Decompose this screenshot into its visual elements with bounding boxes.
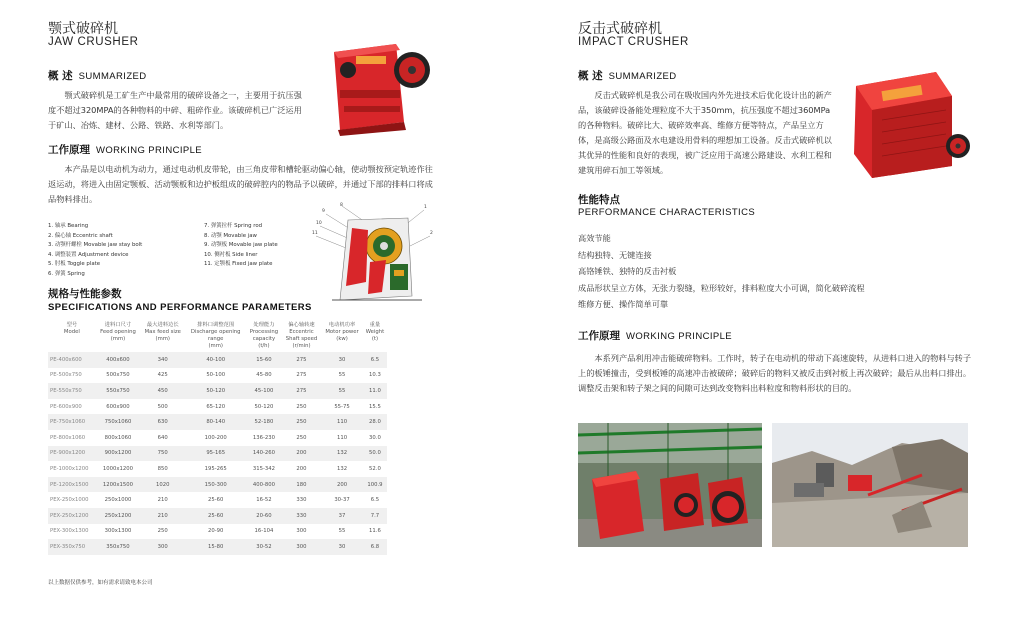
th-motor-power (321, 320, 363, 352)
specs-heading-cn: 规格与性能参数 (48, 288, 122, 300)
summary-heading-en: SUMMARIZED (78, 71, 147, 82)
th-text: 进料口尺寸 Feed opening (mm) (100, 322, 136, 342)
impact-principle-heading-en: WORKING PRINCIPLE (626, 331, 733, 342)
legend-item: 3. 动颚杆螺栓 Movable jaw stay bolt (48, 242, 143, 248)
th-max-feed (140, 320, 185, 352)
table-cell: 30-52 (246, 539, 282, 555)
table-cell: 40-100 (185, 352, 246, 368)
table-cell: 52.0 (363, 461, 387, 477)
table-cell: 330 (282, 492, 321, 508)
table-cell: 600x900 (96, 399, 140, 415)
table-row (48, 368, 387, 384)
table-cell: 50-120 (185, 383, 246, 399)
legend-left (48, 222, 142, 279)
table-cell: 10.3 (363, 368, 387, 384)
table-cell: 275 (282, 352, 321, 368)
table-cell-model: PE-600x900 (48, 399, 96, 415)
list-item: 高铬锤铁、独特的反击衬板 (578, 266, 677, 276)
performance-heading-cn: 性能特点 (578, 194, 620, 206)
table-cell: 65-120 (185, 399, 246, 415)
table-cell: 210 (140, 508, 185, 524)
specs-heading-en: SPECIFICATIONS AND PERFORMANCE PARAMETERS (48, 302, 312, 313)
table-cell: 6.8 (363, 539, 387, 555)
table-cell: 500 (140, 399, 185, 415)
table-cell: 900x1200 (96, 446, 140, 462)
th-weight (363, 320, 387, 352)
table-row (48, 414, 387, 430)
legend-item: 4. 调整装置 Adjustment device (48, 251, 129, 258)
table-cell: 20-60 (246, 508, 282, 524)
table-cell: 52-180 (246, 414, 282, 430)
summary-heading (48, 68, 147, 83)
table-cell: 30 (321, 539, 363, 555)
th-discharge (185, 320, 246, 352)
table-cell: 250x1000 (96, 492, 140, 508)
svg-text:9: 9 (322, 209, 325, 214)
table-cell-model: PE-750x1060 (48, 414, 96, 430)
th-text: 重量 Weight (t) (365, 322, 385, 342)
legend-item: 7. 弹簧拉杆 Spring rod (204, 223, 263, 229)
table-cell: 315-342 (246, 461, 282, 477)
legend-item: 9. 动颚板 Movable jaw plate (204, 242, 278, 248)
th-text: 偏心轴转速 Eccentric Shaft speed (r/min) (285, 322, 318, 349)
table-cell: 425 (140, 368, 185, 384)
legend-item: 2. 偏心轴 Eccentric shaft (48, 232, 113, 239)
impact-summary-text: 反击式破碎机是我公司在吸收国内外先进技术后优化设计出的新产品，该破碎设备能处理粒度不大于350mm，抗压强度不超过360MPa的各种物料。破碎比大、破碎效率高、维修方便等特点，产品呈立方体，是高级公路面及水电建设用骨料的理想加工设备。反击式破碎机以其优异的性能和良好的表现，被广泛应用于高速公路建设、水利工程和建筑用碎石加工等领域。 (578, 90, 832, 175)
table-cell: 55-75 (321, 399, 363, 415)
th-model (48, 320, 96, 352)
table-cell: 140-260 (246, 446, 282, 462)
performance-heading-en: PERFORMANCE CHARACTERISTICS (578, 207, 756, 218)
table-cell-model: PE-500x750 (48, 368, 96, 384)
legend-right (204, 222, 278, 270)
svg-text:11: 11 (312, 231, 318, 236)
table-row (48, 461, 387, 477)
table-cell: 180 (282, 477, 321, 493)
th-capacity (246, 320, 282, 352)
table-cell: 400x600 (96, 352, 140, 368)
table-cell: 95-165 (185, 446, 246, 462)
table-cell: 6.5 (363, 352, 387, 368)
table-cell-model: PEX-350x750 (48, 539, 96, 555)
table-cell: 340 (140, 352, 185, 368)
table-cell: 630 (140, 414, 185, 430)
table-cell: 132 (321, 446, 363, 462)
table-cell: 275 (282, 368, 321, 384)
table-cell: 110 (321, 414, 363, 430)
table-cell: 275 (282, 383, 321, 399)
table-cell: 330 (282, 508, 321, 524)
table-cell: 300 (140, 539, 185, 555)
list-item: 高效节能 (578, 233, 611, 243)
table-cell: 11.0 (363, 383, 387, 399)
jaw-title-en: JAW CRUSHER (48, 36, 139, 48)
table-cell: 37 (321, 508, 363, 524)
list-item: 结构独特、无键连接 (578, 249, 652, 260)
right-page (512, 0, 1024, 624)
table-cell: 28.0 (363, 414, 387, 430)
jaw-summary-text: 颚式破碎机是工矿生产中最常用的破碎设备之一，主要用于抗压强度不超过320MPA的各种物料的中碎、粗碎作业。该破碎机已广泛运用于矿山、冶炼、建材、公路、铁路、水利等部门。 (48, 90, 302, 130)
table-cell: 15.5 (363, 399, 387, 415)
table-cell-model: PE-550x750 (48, 383, 96, 399)
impact-principle-text: 本系列产品利用冲击能破碎物料。工作时，转子在电动机的带动下高速旋转，从进料口进入的物料与转子上的板锤撞击，受到板锤的高速冲击被破碎；破碎后的物料又被反击到衬板上再次破碎；最后从出料口排出。调整反击架和转子架之间的间隙可达到改变物料出料粒度和物料形状的目的。 (578, 353, 972, 393)
table-cell: 30-37 (321, 492, 363, 508)
table-cell: 100.9 (363, 477, 387, 493)
table-row (48, 539, 387, 555)
table-cell: 400-800 (246, 477, 282, 493)
table-cell: 1000x1200 (96, 461, 140, 477)
jaw-principle-heading-en: WORKING PRINCIPLE (96, 145, 203, 156)
table-cell: 16-52 (246, 492, 282, 508)
table-cell: 7.7 (363, 508, 387, 524)
table-cell: 500x750 (96, 368, 140, 384)
impact-summary-heading-en: SUMMARIZED (608, 71, 677, 82)
table-cell: 50.0 (363, 446, 387, 462)
table-cell: 150-300 (185, 477, 246, 493)
svg-text:10: 10 (316, 221, 322, 226)
table-row (48, 383, 387, 399)
table-cell-model: PE-900x1200 (48, 446, 96, 462)
table-cell: 50-120 (246, 399, 282, 415)
table-cell: 20-90 (185, 524, 246, 540)
table-row (48, 446, 387, 462)
quarry-photo (772, 423, 968, 547)
list-item: 维修方便、操作简单可靠 (578, 299, 669, 309)
table-cell: 250 (282, 430, 321, 446)
impact-principle-heading-cn: 工作原理 (578, 330, 620, 342)
table-note: 以上数据仅供参考，如有需求请致电本公司 (48, 580, 153, 586)
th-feed-opening (96, 320, 140, 352)
table-cell: 1020 (140, 477, 185, 493)
jaw-crusher-photo (326, 30, 430, 136)
th-text: 排料口调整范围 Discharge opening range (mm) (190, 322, 241, 349)
table-cell-model: PEX-300x1300 (48, 524, 96, 540)
table-cell: 250 (282, 414, 321, 430)
table-cell-model: PE-800x1060 (48, 430, 96, 446)
table-row (48, 352, 387, 368)
svg-text:1: 1 (424, 205, 427, 210)
table-cell: 6.5 (363, 492, 387, 508)
table-cell: 200 (282, 461, 321, 477)
table-cell: 100-200 (185, 430, 246, 446)
impact-principle-heading (578, 328, 732, 343)
table-cell: 11.6 (363, 524, 387, 540)
table-cell: 16-104 (246, 524, 282, 540)
table-cell: 25-60 (185, 492, 246, 508)
legend-item: 5. 肘板 Toggle plate (48, 261, 101, 267)
table-cell: 15-60 (246, 352, 282, 368)
th-text: 处理能力 Processing capacity (t/h) (249, 322, 279, 349)
table-cell: 136-230 (246, 430, 282, 446)
table-row (48, 492, 387, 508)
table-row (48, 508, 387, 524)
table-cell: 850 (140, 461, 185, 477)
jaw-principle-heading-cn: 工作原理 (48, 144, 90, 156)
impact-title-cn: 反击式破碎机 (578, 21, 662, 37)
jaw-title-cn: 颚式破碎机 (48, 21, 118, 37)
table-cell: 640 (140, 430, 185, 446)
impact-summary-heading (578, 68, 677, 83)
table-cell-model: PE-1000x1200 (48, 461, 96, 477)
table-cell: 55 (321, 383, 363, 399)
jaw-principle-text: 本产品是以电动机为动力，通过电动机皮带轮，由三角皮带和槽轮驱动偏心轴，使动颚按预定轨迹作往返运动，将进入由固定颚板、活动颚板和边护板组成的破碎腔内的物品予以破碎，并通过下部的排料口将成品物料排出。 (48, 164, 433, 204)
table-cell: 30.0 (363, 430, 387, 446)
table-cell: 1200x1500 (96, 477, 140, 493)
table-cell-model: PE-400x600 (48, 352, 96, 368)
spec-table-body (48, 352, 387, 555)
table-cell: 250 (282, 399, 321, 415)
table-cell-model: PE-1200x1500 (48, 477, 96, 493)
table-cell: 210 (140, 492, 185, 508)
table-cell: 450 (140, 383, 185, 399)
feature-list (578, 230, 865, 313)
table-cell: 15-80 (185, 539, 246, 555)
table-cell: 550x750 (96, 383, 140, 399)
svg-text:8: 8 (340, 203, 343, 208)
svg-text:2: 2 (430, 231, 433, 236)
table-cell: 132 (321, 461, 363, 477)
jaw-crusher-diagram (312, 200, 436, 304)
table-cell: 250x1200 (96, 508, 140, 524)
legend-item: 10. 侧衬板 Side liner (204, 251, 258, 258)
table-cell: 800x1060 (96, 430, 140, 446)
table-cell: 55 (321, 368, 363, 384)
th-text: 型号 Model (63, 322, 80, 335)
table-cell: 30 (321, 352, 363, 368)
legend-item: 11. 定颚板 Fixed jaw plate (204, 261, 273, 267)
table-cell: 300 (282, 539, 321, 555)
table-cell: 750x1060 (96, 414, 140, 430)
table-cell: 25-60 (185, 508, 246, 524)
spec-table (48, 320, 387, 555)
table-cell-model: PEX-250x1200 (48, 508, 96, 524)
table-cell-model: PEX-250x1000 (48, 492, 96, 508)
table-cell: 45-100 (246, 383, 282, 399)
table-cell: 195-265 (185, 461, 246, 477)
legend-item: 6. 弹簧 Spring (48, 270, 85, 277)
table-cell: 350x750 (96, 539, 140, 555)
table-row (48, 399, 387, 415)
impact-summary-heading-cn: 概 述 (578, 70, 603, 82)
factory-photo (578, 423, 762, 547)
th-text: 最大进料边长 Max feed size (mm) (144, 322, 181, 342)
table-cell: 80-140 (185, 414, 246, 430)
table-cell: 250 (140, 524, 185, 540)
impact-crusher-photo (842, 66, 976, 182)
table-cell: 200 (282, 446, 321, 462)
th-shaft-speed (282, 320, 321, 352)
table-cell: 300x1300 (96, 524, 140, 540)
summary-heading-cn: 概 述 (48, 70, 73, 82)
table-cell: 750 (140, 446, 185, 462)
legend-item: 1. 轴承 Bearing (48, 223, 89, 229)
table-cell: 45-80 (246, 368, 282, 384)
table-header-row (48, 320, 387, 352)
impact-title-en: IMPACT CRUSHER (578, 36, 689, 48)
table-cell: 300 (282, 524, 321, 540)
legend-item: 8. 动颚 Movable jaw (204, 232, 257, 239)
list-item: 成品形状呈立方体，无张力裂缝，粒形较好，排料粒度大小可调，简化破碎流程 (578, 282, 865, 293)
jaw-principle-heading (48, 142, 202, 157)
table-row (48, 430, 387, 446)
table-row (48, 477, 387, 493)
table-cell: 110 (321, 430, 363, 446)
table-row (48, 524, 387, 540)
table-cell: 55 (321, 524, 363, 540)
table-cell: 50-100 (185, 368, 246, 384)
th-text: 电动机功率 Motor power (kw) (325, 322, 359, 342)
table-cell: 200 (321, 477, 363, 493)
